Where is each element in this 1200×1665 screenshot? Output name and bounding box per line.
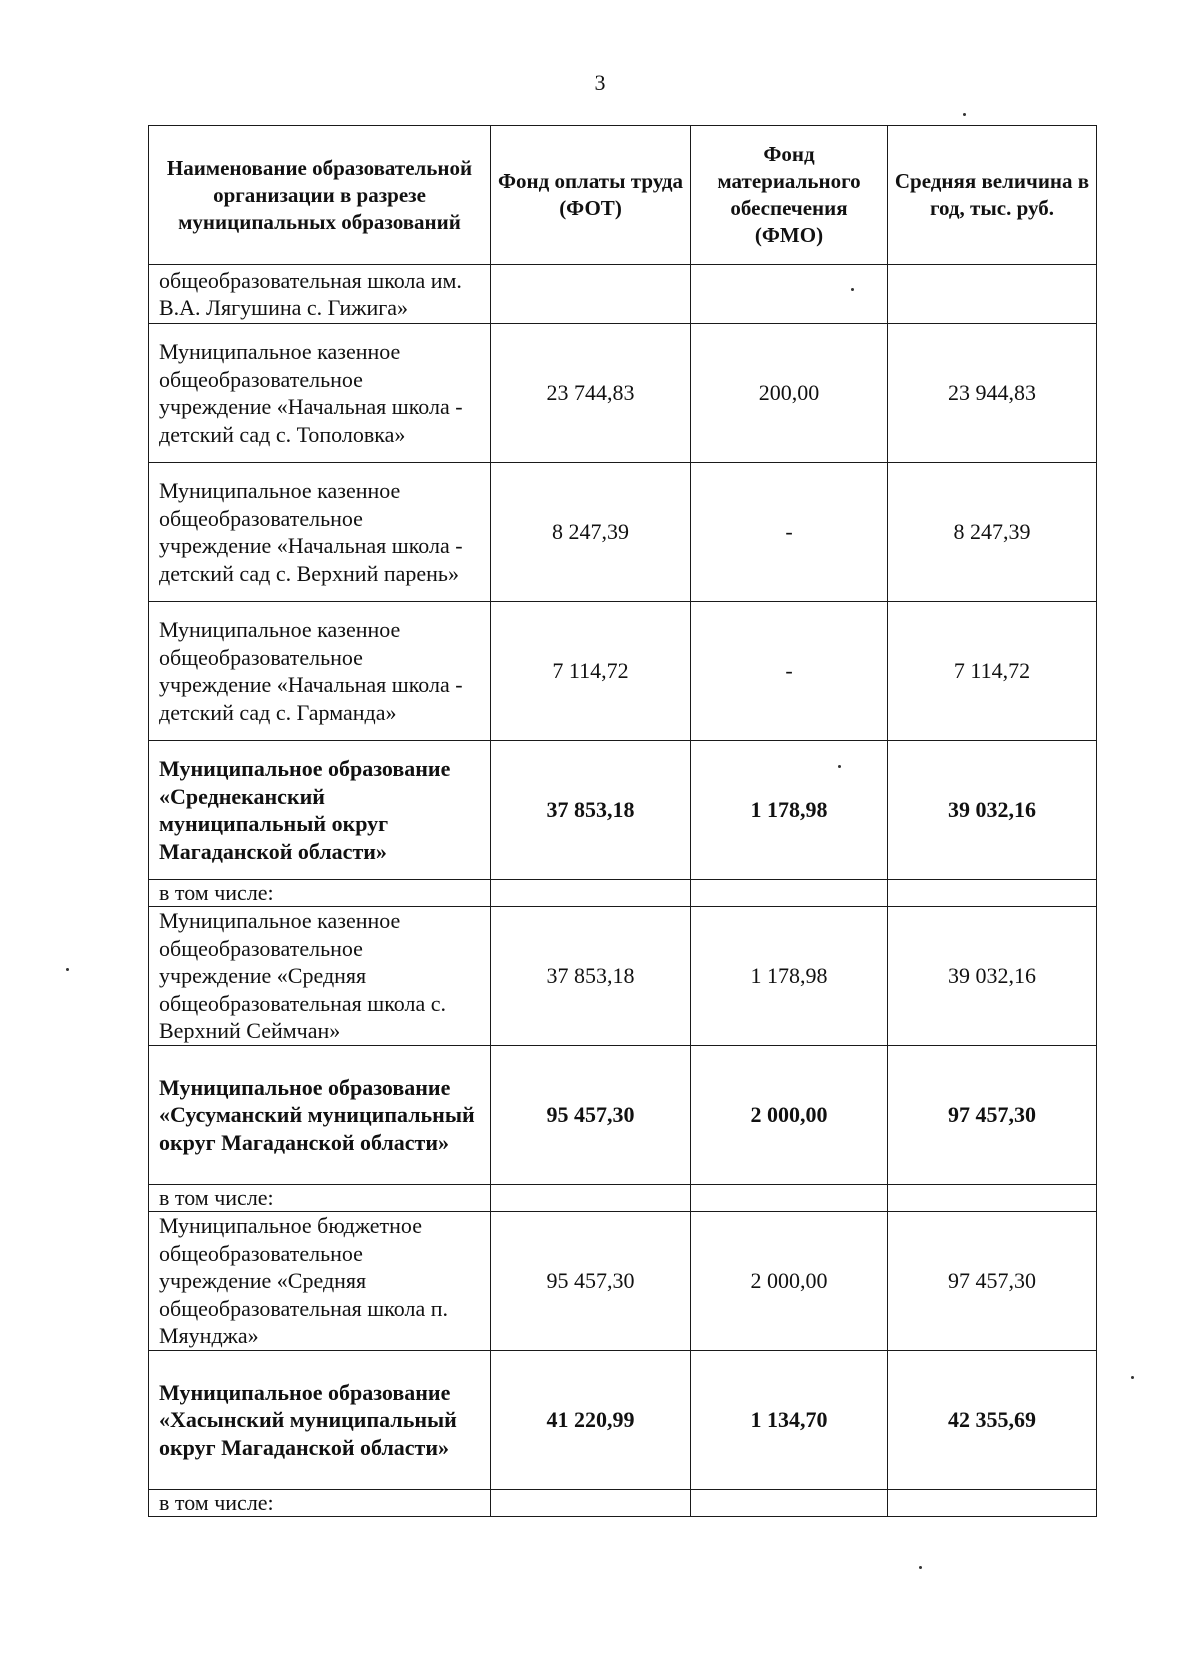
table-row: [149, 265, 1097, 324]
cell-fmo: 200,00: [691, 324, 888, 463]
cell-fmo: 1 134,70: [691, 1351, 888, 1490]
cell-name: Муниципальное образование «Сусуманский муниципальный округ Магаданской области»: [149, 1046, 491, 1185]
table-row: [149, 463, 1097, 602]
table-row-subheading: [149, 1490, 1097, 1517]
cell-name: Муниципальное образование «Хасынский муниципальный округ Магаданской области»: [149, 1351, 491, 1490]
cell-fmo: [691, 265, 888, 324]
table-header-row: [149, 126, 1097, 265]
table-row: [149, 1212, 1097, 1351]
scan-speck: [838, 765, 841, 768]
table-row-subheading: [149, 1185, 1097, 1212]
cell-fot: [491, 265, 691, 324]
cell-average: 23 944,83: [888, 324, 1097, 463]
cell-fot: 7 114,72: [491, 602, 691, 741]
cell-fot: 37 853,18: [491, 907, 691, 1046]
cell-average: 39 032,16: [888, 907, 1097, 1046]
table-row: [149, 324, 1097, 463]
cell-fmo: [691, 1185, 888, 1212]
table-row-municipality-total: [149, 1351, 1097, 1490]
cell-fmo: [691, 880, 888, 907]
cell-name: в том числе:: [149, 880, 491, 907]
cell-fmo: [691, 1490, 888, 1517]
cell-fot: 41 220,99: [491, 1351, 691, 1490]
cell-name: Муниципальное бюджетное общеобразовательное учреждение «Средняя общеобразовательная школа п. Мяунджа»: [149, 1212, 491, 1351]
cell-average: [888, 880, 1097, 907]
cell-fot: 95 457,30: [491, 1212, 691, 1351]
header-organization-name: Наименование образовательной организации в разрезе муниципальных образований: [149, 126, 491, 265]
cell-average: 42 355,69: [888, 1351, 1097, 1490]
cell-fot: [491, 1185, 691, 1212]
cell-fmo: 1 178,98: [691, 907, 888, 1046]
cell-name: Муниципальное казенное общеобразовательное учреждение «Начальная школа - детский сад с. Верхний парень»: [149, 463, 491, 602]
cell-fot: 23 744,83: [491, 324, 691, 463]
scan-speck: [919, 1566, 922, 1569]
table-row-municipality-total: [149, 741, 1097, 880]
budget-table: [148, 125, 1097, 1517]
scan-speck: [963, 113, 966, 116]
cell-average: 97 457,30: [888, 1046, 1097, 1185]
cell-average: 7 114,72: [888, 602, 1097, 741]
scan-speck: [851, 288, 854, 291]
cell-name: в том числе:: [149, 1185, 491, 1212]
page-number: 3: [594, 70, 606, 95]
scan-speck: [66, 968, 69, 971]
cell-fmo: -: [691, 602, 888, 741]
cell-average: 8 247,39: [888, 463, 1097, 602]
header-average: Средняя величина в год, тыс. руб.: [888, 126, 1097, 265]
cell-average: [888, 265, 1097, 324]
cell-average: 97 457,30: [888, 1212, 1097, 1351]
table-row: [149, 602, 1097, 741]
header-fot: Фонд оплаты труда (ФОТ): [491, 126, 691, 265]
table-row-subheading: [149, 880, 1097, 907]
cell-average: 39 032,16: [888, 741, 1097, 880]
table-row-municipality-total: [149, 1046, 1097, 1185]
table-row: [149, 907, 1097, 1046]
cell-average: [888, 1490, 1097, 1517]
cell-name: Муниципальное образование «Среднеканский муниципальный округ Магаданской области»: [149, 741, 491, 880]
cell-name: Муниципальное казенное общеобразовательное учреждение «Начальная школа - детский сад с. Гарманда»: [149, 602, 491, 741]
cell-average: [888, 1185, 1097, 1212]
cell-name: Муниципальное казенное общеобразовательное учреждение «Начальная школа - детский сад с. Тополовка»: [149, 324, 491, 463]
cell-name: Муниципальное казенное общеобразовательное учреждение «Средняя общеобразовательная школа с. Верхний Сеймчан»: [149, 907, 491, 1046]
header-fmo: Фонд материального обеспечения (ФМО): [691, 126, 888, 265]
cell-fmo: 2 000,00: [691, 1212, 888, 1351]
cell-fot: [491, 880, 691, 907]
scan-speck: [1131, 1376, 1134, 1379]
cell-name: общеобразовательная школа им. В.А. Лягушина с. Гижига»: [149, 265, 491, 324]
cell-fot: 95 457,30: [491, 1046, 691, 1185]
cell-fmo: 2 000,00: [691, 1046, 888, 1185]
cell-fot: 8 247,39: [491, 463, 691, 602]
cell-fot: 37 853,18: [491, 741, 691, 880]
cell-fmo: 1 178,98: [691, 741, 888, 880]
cell-fot: [491, 1490, 691, 1517]
cell-fmo: -: [691, 463, 888, 602]
cell-name: в том числе:: [149, 1490, 491, 1517]
